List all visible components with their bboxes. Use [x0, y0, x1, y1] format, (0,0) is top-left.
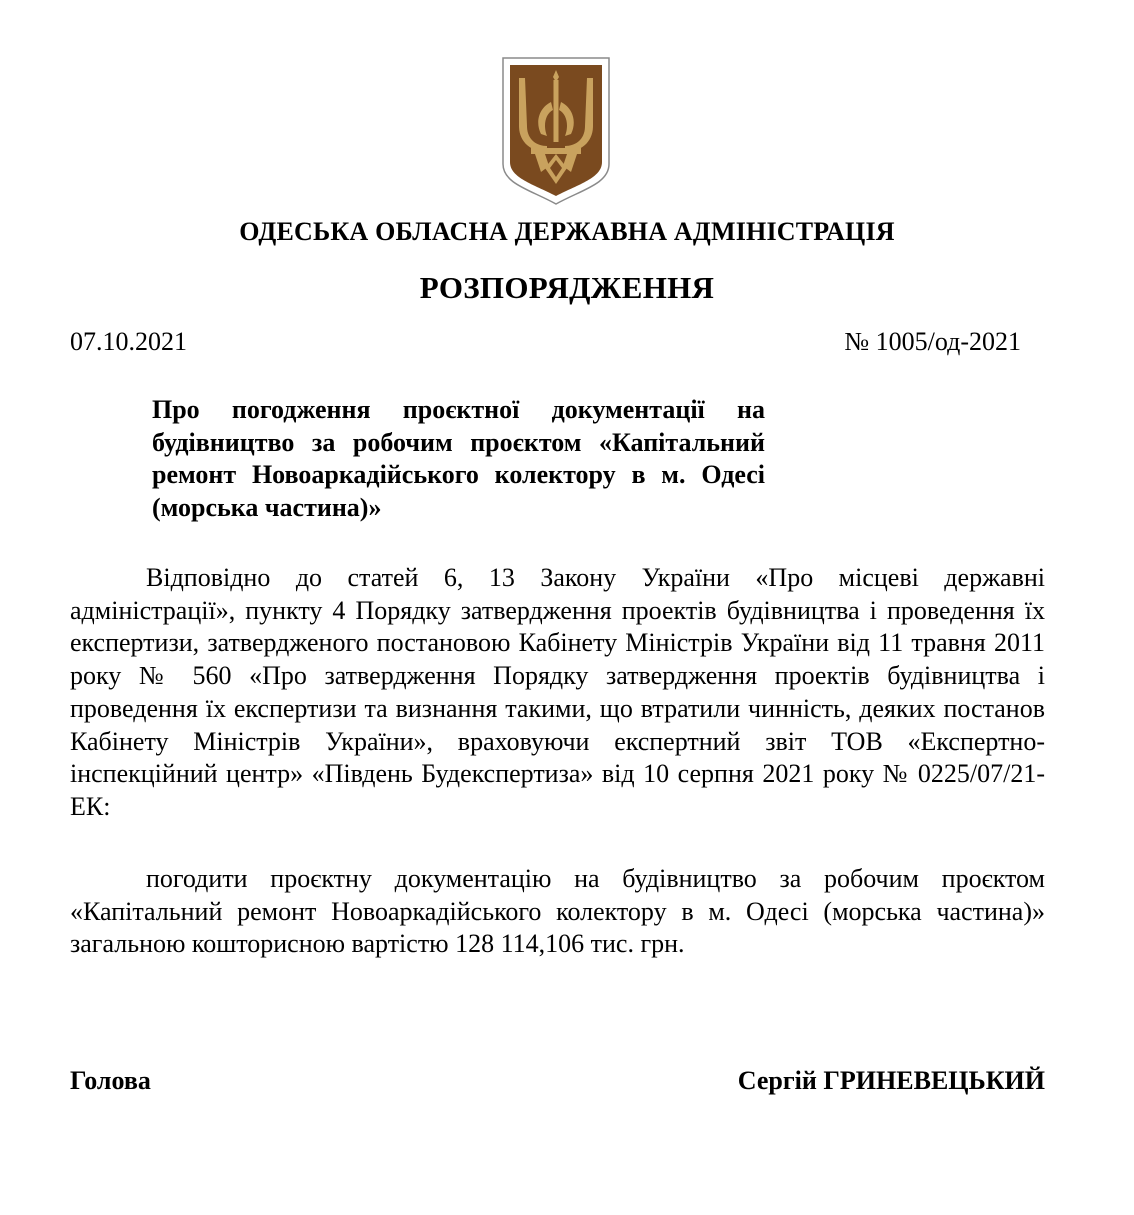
organization-name: ОДЕСЬКА ОБЛАСНА ДЕРЖАВНА АДМІНІСТРАЦІЯ [239, 217, 895, 246]
resolution-paragraph: погодити проєктну документацію на будівництво за робочим проєктом «Капітальний ремонт Новоаркадійського колектору в м. Одесі (морська частина)» загальною кошторисною вартістю 128 114,106 тис. грн. [70, 864, 1045, 959]
document-number: № 1005/од-2021 [844, 327, 1021, 356]
document-subject: Про погодження проєктної документації на будівництво за робочим проєктом «Капітальний ремонт Новоаркадійського колектору в м. Одесі (морська частина)» [152, 395, 765, 523]
ukraine-trident-emblem-icon [501, 56, 611, 206]
signatory-name: Сергій ГРИНЕВЕЦЬКИЙ [737, 1066, 1045, 1095]
document-type-title: РОЗПОРЯДЖЕННЯ [419, 270, 715, 305]
signatory-position: Голова [70, 1066, 151, 1095]
document-date: 07.10.2021 [70, 327, 187, 356]
preamble-paragraph: Відповідно до статей 6, 13 Закону України «Про місцеві державні адміністрації», пункту 4 Порядку затвердження проектів будівництва і проведення їх експертизи, затвердженого постановою Кабінету Міністрів України від 11 травня 2011 року № 560 «Про затвердження Порядку затвердження проектів будівництва і проведення їх експертизи та визнання такими, що втратили чинність, деяких постанов Кабінету Міністрів України», враховуючи експертний звіт ТОВ «Експертно-інспекційний центр» «Південь Будекспертиза» від 10 серпня 2021 року № 0225/07/21-ЕК: [70, 563, 1045, 821]
